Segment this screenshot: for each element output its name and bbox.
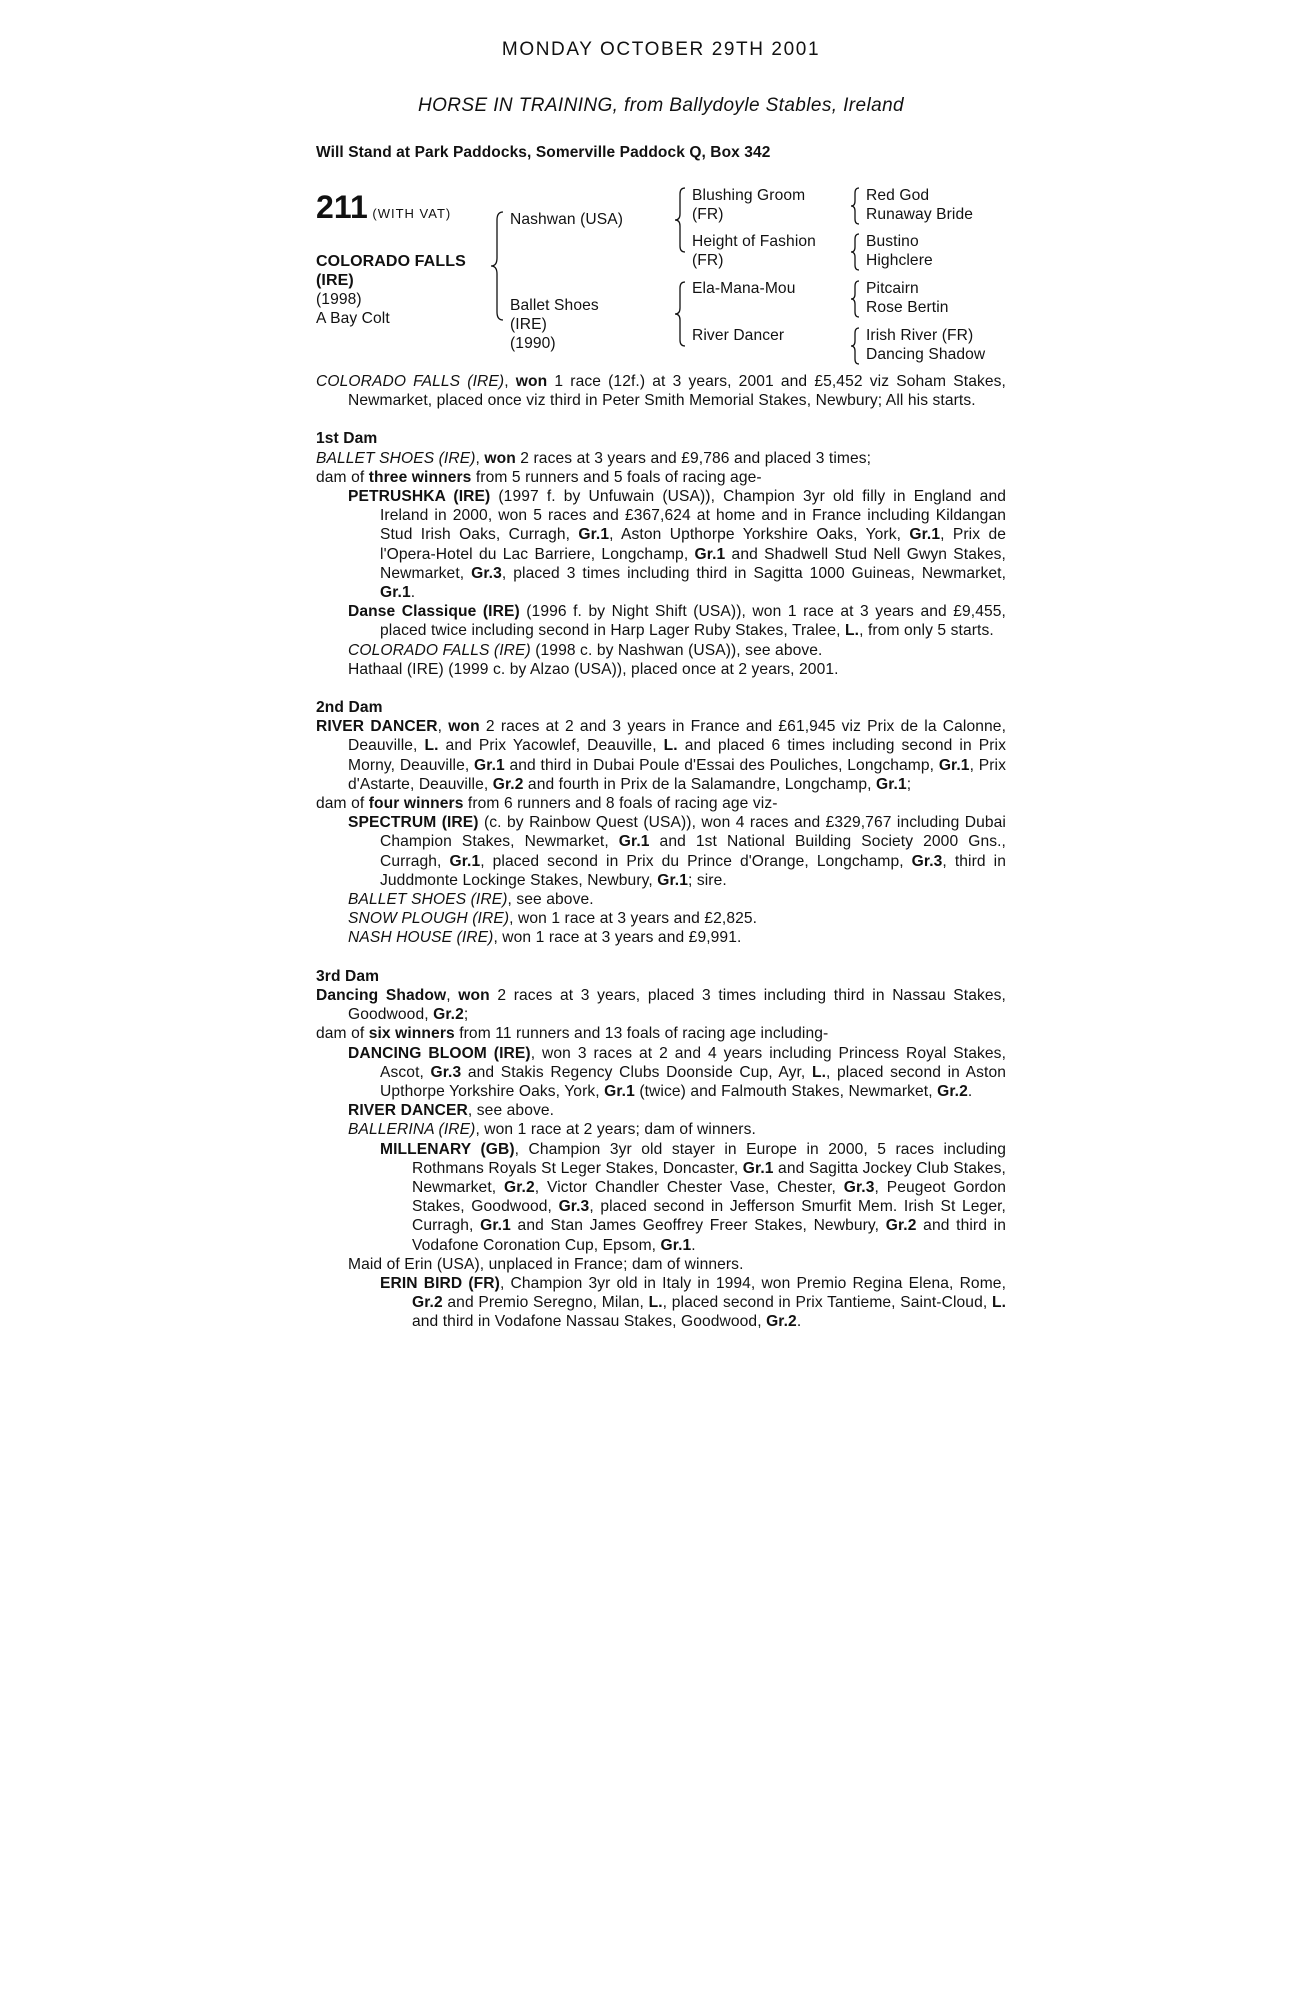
second-dam-produce-post: from 6 runners and 8 foals of racing age viz- — [463, 795, 778, 813]
spectrum-grade-3: Gr.3 — [911, 852, 943, 870]
horse-name: COLORADO FALLS — [316, 253, 466, 270]
sire-dam: Height of Fashion — [692, 233, 816, 250]
produce-erin-bird — [316, 1274, 1006, 1332]
dam-dam: River Dancer — [692, 327, 785, 344]
danse-text-1: (1996 f. by Night Shift (USA)), won 1 race at 3 years and £9,455, placed twice including second in Harp Lager Ruby Stakes, Tralee, — [380, 603, 1006, 640]
bloom-grade-1: Gr.3 — [430, 1063, 462, 1081]
bloom-text-4: (twice) and Falmouth Stakes, Newmarket, — [634, 1082, 938, 1100]
petrushka-grade-3: Gr.1 — [694, 545, 726, 563]
produce-danse-classique — [316, 602, 1006, 640]
ballerina-text: , won 1 race at 2 years; dam of winners. — [475, 1121, 756, 1139]
danse-name: Danse Classique (IRE) — [348, 603, 520, 621]
horse-year: (1998) — [316, 291, 362, 308]
bloom-text-2: and Stakis Regency Clubs Doonside Cup, Ayr, — [461, 1063, 812, 1081]
second-dam-text-6: and fourth in Prix de la Salamandre, Longchamp, — [523, 775, 876, 793]
petrushka-text-4: and Shadwell Stud Nell Gwyn Stakes, Newmarket, — [380, 545, 1006, 582]
third-dam-winners: six winners — [368, 1025, 455, 1043]
second-dam-record: RIVER DANCER, won 2 races at 2 and 3 years in France and £61,945 viz Prix de la Calonne, Deauville, L. and Prix Yacowlef, Deauville, L. and placed 6 times including second in Prix Morny, Deauville, Gr.1 and third in Dubai Poule d'Essai des Pouliches, Longchamp, Gr.1, Prix d'Astarte, Deauville, Gr.2 and fourth in Prix de la Salamandre, Longchamp, Gr.1; — [316, 718, 1007, 793]
gen3-brace-4 — [848, 326, 862, 366]
summary-text-3: Newbury; All his starts. — [815, 392, 976, 410]
erin-text-3: , placed second in Prix Tantieme, Saint-Cloud, — [662, 1294, 992, 1312]
pedigree-table — [316, 187, 1006, 370]
gen3-sss: Red God — [866, 187, 930, 204]
first-dam-record: BALLET SHOES (IRE), won 2 races at 3 years and £9,786 and placed 3 times; — [316, 449, 872, 467]
sire-name: Nashwan (USA) — [510, 211, 624, 228]
second-dam-won: won — [448, 718, 480, 736]
petrushka-text-1: (1997 f. by Unfuwain (USA)), Champion 3yr old filly in England and Ireland in 2000, won 5 races and £367,624 at home and in France including Kildangan Stud Irish Oaks, Curragh, — [380, 488, 1006, 544]
gen3-sds: Bustino — [866, 233, 919, 250]
lot-number-row — [316, 190, 451, 224]
petrushka-text-6: . — [410, 584, 416, 602]
gen3-ddd: Dancing Shadow — [866, 346, 986, 363]
race-summary: COLORADO FALLS (IRE), won 1 race (12f.) at 3 years, 2001 and £5,452 viz Soham Stakes, Newmarket, placed once viz third in Peter Smith Memorial Stakes, Newbury; All his starts. — [316, 373, 1006, 410]
millenary-text-2: and Sagitta Jockey Club Stakes, Newmarket, — [412, 1159, 1006, 1196]
sire-dam-brace — [488, 210, 506, 322]
produce-ballet-shoes — [316, 890, 1006, 909]
dam-country: (IRE) — [510, 316, 547, 333]
produce-maid-of-erin: Maid of Erin (USA), unplaced in France; dam of winners. — [348, 1255, 744, 1273]
millenary-grade-1: Gr.1 — [742, 1159, 774, 1177]
erin-text-4: and third in Vodafone Nassau Stakes, Goodwood, — [412, 1313, 767, 1331]
second-dam-winners: four winners — [368, 795, 464, 813]
second-dam-grade-3: Gr.1 — [474, 756, 505, 774]
second-dam-grade-2: L. — [663, 737, 678, 755]
lot-number: 211 — [316, 189, 368, 225]
second-dam-produce-pre: dam of — [316, 795, 369, 813]
petrushka-text-5: , placed 3 times including third in Sagitta 1000 Guineas, Newmarket, — [501, 564, 1006, 582]
petrushka-grade-1: Gr.1 — [578, 526, 610, 544]
colorado-name: COLORADO FALLS (IRE) — [348, 641, 531, 659]
second-dam-heading: 2nd Dam — [316, 699, 383, 717]
spectrum-text-2: and 1st National Building Society 2000 Gns., Curragh, — [380, 833, 1006, 870]
erin-grade-2: L. — [648, 1294, 663, 1312]
produce-snow-plough — [316, 909, 1006, 928]
erin-name: ERIN BIRD (FR) — [380, 1274, 500, 1292]
petrushka-text-3: , Prix de l'Opera-Hotel du Lac Barriere, Longchamp, — [380, 526, 1006, 563]
third-dam-won: won — [458, 986, 490, 1004]
produce-dancing-bloom — [316, 1044, 1006, 1102]
ballet-name: BALLET SHOES (IRE) — [348, 891, 508, 909]
erin-text-1: , Champion 3yr old in Italy in 1994, won Premio Regina Elena, Rome, — [499, 1274, 1006, 1292]
ballerina-name: BALLERINA (IRE) — [348, 1121, 476, 1139]
first-dam-produce — [316, 468, 1006, 487]
summary-won: won — [515, 373, 548, 390]
nash-name: NASH HOUSE (IRE) — [348, 929, 494, 947]
millenary-grade-2: Gr.2 — [504, 1178, 535, 1196]
produce-colorado-falls — [316, 641, 1006, 660]
millenary-text-3: , Victor Chandler Chester Vase, Chester, — [534, 1178, 844, 1196]
spectrum-text-1: (c. by Rainbow Quest (USA)), won 4 races and £329,767 including Dubai Champion Stakes, Newmarket, — [380, 814, 1006, 851]
third-dam-produce-post: from 11 runners and 13 foals of racing age including- — [454, 1025, 829, 1043]
bloom-text-5: . — [967, 1082, 973, 1100]
produce-nash-house — [316, 928, 1006, 947]
first-dam-produce-pre: dam of — [316, 468, 369, 486]
second-dam-produce — [316, 794, 1006, 813]
produce-petrushka — [316, 487, 1006, 602]
produce-ballerina — [316, 1120, 1006, 1139]
gen3-brace-2 — [848, 232, 862, 272]
second-dam-grade-6: Gr.1 — [876, 775, 907, 793]
gen3-dsd: Rose Bertin — [866, 299, 949, 316]
second-dam-grade-5: Gr.2 — [492, 775, 524, 793]
sale-date: MONDAY OCTOBER 29TH 2001 — [501, 39, 821, 60]
millenary-text-5: , placed second in Jefferson Smurfit Mem. Irish St Leger, Curragh, — [412, 1198, 1006, 1235]
petrushka-grade-2: Gr.1 — [909, 526, 941, 544]
third-dam-grade-1: Gr.2 — [433, 1006, 464, 1024]
snow-text: , won 1 race at 3 years and £2,825. — [509, 910, 758, 928]
danse-text-2: , from only 5 starts. — [859, 622, 994, 640]
erin-text-5: . — [796, 1313, 802, 1331]
petrushka-grade-4: Gr.3 — [471, 564, 502, 582]
gen3-brace-3 — [848, 279, 862, 319]
bloom-grade-3: Gr.1 — [604, 1082, 635, 1100]
first-dam-won: won — [484, 449, 516, 467]
spectrum-text-4: , third in Juddmonte Lockinge Stakes, Newbury, — [380, 852, 1006, 889]
sire-sire-country: (FR) — [692, 206, 724, 223]
bloom-text-1: , won 3 races at 2 and 4 years including Princess Royal Stakes, Ascot, — [380, 1044, 1007, 1081]
millenary-text-7: and third in Vodafone Coronation Cup, Epsom, — [412, 1217, 1006, 1254]
first-dam-produce-post: from 5 runners and 5 foals of racing age- — [471, 468, 762, 486]
millenary-text-6: and Stan James Geoffrey Freer Stakes, Newbury, — [510, 1217, 886, 1235]
gen3-sdd: Highclere — [866, 252, 933, 269]
second-dam-text-5: , Prix d'Astarte, Deauville, — [348, 756, 1006, 793]
river-text: , see above. — [467, 1102, 555, 1120]
millenary-grade-7: Gr.1 — [660, 1236, 692, 1254]
petrushka-grade-5: Gr.1 — [380, 584, 411, 602]
horse-description: A Bay Colt — [316, 310, 390, 327]
vat-note: (WITH VAT) — [372, 206, 452, 221]
produce-spectrum — [316, 813, 1006, 890]
spectrum-grade-2: Gr.1 — [449, 852, 481, 870]
river-name: RIVER DANCER — [348, 1102, 468, 1120]
produce-hathaal: Hathaal (IRE) (1999 c. by Alzao (USA)), placed once at 2 years, 2001. — [348, 660, 839, 678]
danse-grade-1: L. — [845, 622, 860, 640]
third-dam-produce-pre: dam of — [316, 1025, 369, 1043]
sire-parents-brace — [672, 186, 688, 254]
dam-sire: Ela-Mana-Mou — [692, 280, 796, 297]
erin-grade-4: Gr.2 — [766, 1313, 797, 1331]
third-dam-text-2: ; — [463, 1006, 469, 1024]
entry-subtitle: HORSE IN TRAINING, from Ballydoyle Stables, Ireland — [417, 95, 905, 116]
produce-millenary — [316, 1140, 1006, 1255]
third-dam-text-1: 2 races at 3 years, placed 3 times including third in Nassau Stakes, Goodwood, — [348, 986, 1006, 1024]
spectrum-grade-1: Gr.1 — [618, 833, 650, 851]
millenary-grade-6: Gr.2 — [885, 1217, 917, 1235]
sire-sire: Blushing Groom — [692, 187, 806, 204]
petrushka-name: PETRUSHKA (IRE) — [348, 488, 491, 506]
second-dam-grade-1: L. — [424, 737, 439, 755]
millenary-text-4: , Peugeot Gordon Stakes, Goodwood, — [412, 1178, 1006, 1216]
dam-parents-brace — [672, 280, 688, 348]
gen3-brace-1 — [848, 186, 862, 226]
first-dam-name: BALLET SHOES (IRE) — [316, 449, 476, 467]
spectrum-text-3: , placed second in Prix du Prince d'Orange, Longchamp, — [480, 852, 912, 870]
first-dam-heading: 1st Dam — [316, 430, 378, 448]
bloom-grade-4: Gr.2 — [937, 1082, 968, 1100]
millenary-text-1: , Champion 3yr old stayer in Europe in 2000, 5 races including Rothmans Royals St Leger Stakes, Doncaster, — [412, 1140, 1007, 1177]
second-dam-text-2: and Prix Yacowlef, Deauville, — [438, 737, 664, 755]
gen3-dds: Irish River (FR) — [866, 327, 974, 344]
spectrum-name: SPECTRUM (IRE) — [348, 814, 479, 832]
erin-grade-3: L. — [991, 1294, 1006, 1312]
entry-body — [316, 372, 1006, 1332]
millenary-grade-5: Gr.1 — [480, 1217, 511, 1235]
third-dam-record: Dancing Shadow, won 2 races at 3 years, placed 3 times including third in Nassau Stakes, Goodwood, Gr.2; — [316, 986, 1006, 1024]
gen3-ssd: Runaway Bride — [866, 206, 974, 223]
second-dam-name: RIVER DANCER — [316, 718, 438, 736]
summary-horse-name: COLORADO FALLS (IRE) — [316, 373, 505, 390]
spectrum-grade-4: Gr.1 — [657, 871, 688, 889]
summary-text-2: Stakes, Newmarket, placed once viz third in Peter Smith Memorial Stakes, — [348, 373, 1006, 410]
gen3-dss: Pitcairn — [866, 280, 919, 297]
millenary-text-8: . — [691, 1236, 696, 1254]
bloom-grade-2: L. — [811, 1063, 826, 1081]
produce-river-dancer — [316, 1101, 1006, 1120]
second-dam-text-4: and third in Dubai Poule d'Essai des Pouliches, Longchamp, — [504, 756, 939, 774]
snow-name: SNOW PLOUGH (IRE) — [348, 910, 510, 928]
millenary-grade-4: Gr.3 — [558, 1198, 590, 1216]
ballet-text: , see above. — [507, 891, 594, 909]
nash-text: , won 1 race at 3 years and £9,991. — [493, 929, 742, 947]
first-dam-winners: three winners — [368, 468, 472, 486]
first-dam-record-text: 2 races at 3 years and £9,786 and placed 3 times; — [515, 449, 872, 467]
millenary-name: MILLENARY (GB) — [380, 1140, 515, 1158]
erin-text-2: and Premio Seregno, Milan, — [442, 1294, 649, 1312]
third-dam-name: Dancing Shadow — [316, 986, 447, 1004]
dam-name: Ballet Shoes — [510, 297, 599, 314]
petrushka-text-2: , Aston Upthorpe Yorkshire Oaks, York, — [609, 526, 910, 544]
third-dam-heading: 3rd Dam — [316, 967, 380, 985]
second-dam-text-7: ; — [906, 775, 912, 793]
stand-location: Will Stand at Park Paddocks, Somerville Paddock Q, Box 342 — [316, 144, 771, 161]
sire-dam-country: (FR) — [692, 252, 724, 269]
dam-year: (1990) — [510, 335, 556, 352]
second-dam-text-1: 2 races at 2 and 3 years in France and £61,945 viz Prix de la Calonne, Deauville, — [348, 718, 1007, 755]
erin-grade-1: Gr.2 — [412, 1294, 443, 1312]
second-dam-grade-4: Gr.1 — [938, 756, 970, 774]
spectrum-text-5: ; sire. — [687, 871, 727, 889]
bloom-text-3: , placed second in Aston Upthorpe Yorkshire Oaks, York, — [380, 1063, 1006, 1100]
colorado-text: (1998 c. by Nashwan (USA)), see above. — [530, 641, 823, 659]
second-dam-text-3: and placed 6 times including second in Prix Morny, Deauville, — [348, 737, 1006, 774]
third-dam-produce — [316, 1024, 1006, 1043]
millenary-grade-3: Gr.3 — [843, 1178, 875, 1196]
horse-name-country: (IRE) — [316, 272, 354, 289]
bloom-name: DANCING BLOOM (IRE) — [348, 1044, 531, 1062]
summary-text-1: 1 race (12f.) at 3 years, 2001 and £5,452 viz Soham — [547, 373, 947, 390]
